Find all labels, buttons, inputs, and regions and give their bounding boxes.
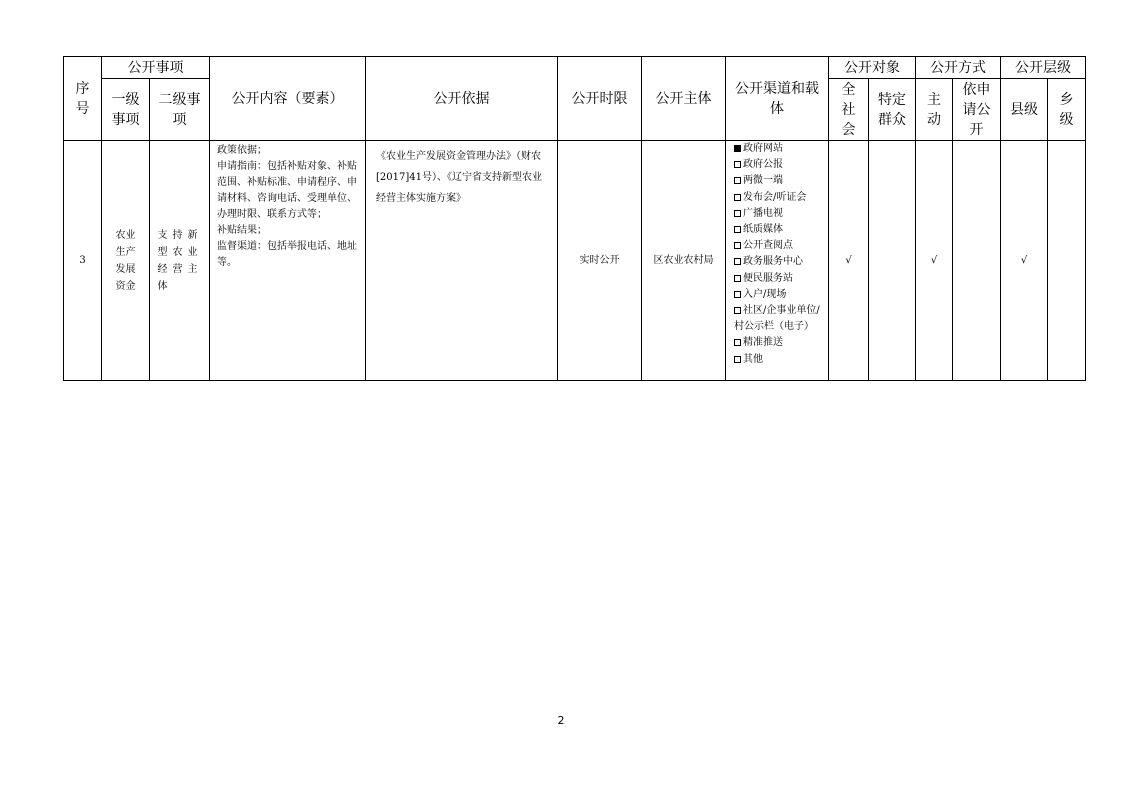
checkbox-icon bbox=[734, 210, 741, 217]
checkbox-icon bbox=[734, 194, 741, 201]
channel-label: 政府公报 bbox=[743, 159, 783, 171]
channel-label: 纸质媒体 bbox=[743, 224, 783, 236]
channel-item bbox=[734, 222, 828, 238]
header-channel: 公开渠道和载体 bbox=[726, 57, 829, 141]
row-level-county: √ bbox=[1001, 141, 1048, 381]
checkbox-icon bbox=[734, 356, 741, 363]
row-channels bbox=[726, 141, 829, 381]
header-target: 公开对象 bbox=[829, 57, 916, 79]
row-item-level2: 支持新型农业经营主体 bbox=[150, 141, 210, 381]
row-target-all: √ bbox=[829, 141, 869, 381]
channel-item bbox=[734, 190, 828, 206]
checkbox-icon bbox=[734, 177, 741, 184]
channel-label: 政府网站 bbox=[743, 143, 783, 154]
header-basis: 公开依据 bbox=[366, 57, 558, 141]
checkbox-icon bbox=[734, 275, 741, 282]
channel-item bbox=[734, 335, 828, 351]
row-method-active: √ bbox=[916, 141, 953, 381]
disclosure-table bbox=[63, 56, 1086, 381]
channel-item bbox=[734, 238, 828, 254]
channel-label: 其他 bbox=[743, 353, 763, 365]
row-content: 政策依据； 申请指南：包括补贴对象、补贴范围、补贴标准、申请程序、申请材料、咨询电话、受理单位、办理时限、联系方式等； 补贴结果； 监督渠道：包括举报电话、地址等。 bbox=[210, 141, 366, 381]
row-level-town bbox=[1048, 141, 1086, 381]
row-subject: 区农业农村局 bbox=[642, 141, 726, 381]
channel-item bbox=[734, 141, 828, 157]
channel-item bbox=[734, 352, 828, 368]
header-seq: 序号 bbox=[64, 57, 102, 141]
header-level-town: 乡级 bbox=[1048, 79, 1086, 141]
channel-label: 精准推送 bbox=[743, 337, 783, 349]
checkbox-icon bbox=[734, 242, 741, 249]
checkbox-icon bbox=[734, 291, 741, 298]
checked-box-icon bbox=[734, 145, 741, 152]
row-item-level1: 农业生产发展资金 bbox=[102, 141, 150, 381]
channel-label: 广播电视 bbox=[743, 207, 783, 219]
header-subject: 公开主体 bbox=[642, 57, 726, 141]
checkbox-icon bbox=[734, 161, 741, 168]
header-item-level1: 一级事项 bbox=[102, 79, 150, 141]
row-target-specific bbox=[869, 141, 916, 381]
row-time-limit: 实时公开 bbox=[558, 141, 642, 381]
channel-item bbox=[734, 303, 828, 335]
header-content: 公开内容（要素） bbox=[210, 57, 366, 141]
channel-item bbox=[734, 287, 828, 303]
header-target-specific: 特定群众 bbox=[869, 79, 916, 141]
row-seq: 3 bbox=[64, 141, 102, 381]
channel-label: 社区/企事业单位/村公示栏（电子） bbox=[734, 305, 820, 333]
header-target-all: 全社会 bbox=[829, 79, 869, 141]
header-method-active: 主动 bbox=[916, 79, 953, 141]
channel-item bbox=[734, 271, 828, 287]
channel-item bbox=[734, 206, 828, 222]
row-basis: 《农业生产发展资金管理办法》（财农[2017]41号）、《辽宁省支持新型农业经营主体实施方案》 bbox=[366, 141, 558, 381]
header-level-county: 县级 bbox=[1001, 79, 1048, 141]
checkbox-icon bbox=[734, 226, 741, 233]
checkbox-icon bbox=[734, 307, 741, 314]
page-number: 2 bbox=[557, 714, 565, 727]
channel-label: 政务服务中心 bbox=[743, 256, 803, 268]
channel-item bbox=[734, 157, 828, 173]
header-time-limit: 公开时限 bbox=[558, 57, 642, 141]
header-method: 公开方式 bbox=[916, 57, 1001, 79]
channel-label: 发布会/听证会 bbox=[743, 191, 807, 203]
channel-list bbox=[726, 141, 828, 368]
channel-label: 两微一端 bbox=[743, 175, 783, 187]
checkbox-icon bbox=[734, 258, 741, 265]
header-item: 公开事项 bbox=[102, 57, 210, 79]
header-level: 公开层级 bbox=[1001, 57, 1086, 79]
channel-item bbox=[734, 254, 828, 270]
checkbox-icon bbox=[734, 339, 741, 346]
header-item-level2: 二级事项 bbox=[150, 79, 210, 141]
header-method-apply: 依申请公开 bbox=[953, 79, 1001, 141]
channel-label: 便民服务站 bbox=[743, 272, 793, 284]
channel-label: 入户/现场 bbox=[743, 288, 787, 300]
channel-item bbox=[734, 173, 828, 189]
channel-label: 公开查阅点 bbox=[743, 240, 793, 252]
row-method-apply bbox=[953, 141, 1001, 381]
